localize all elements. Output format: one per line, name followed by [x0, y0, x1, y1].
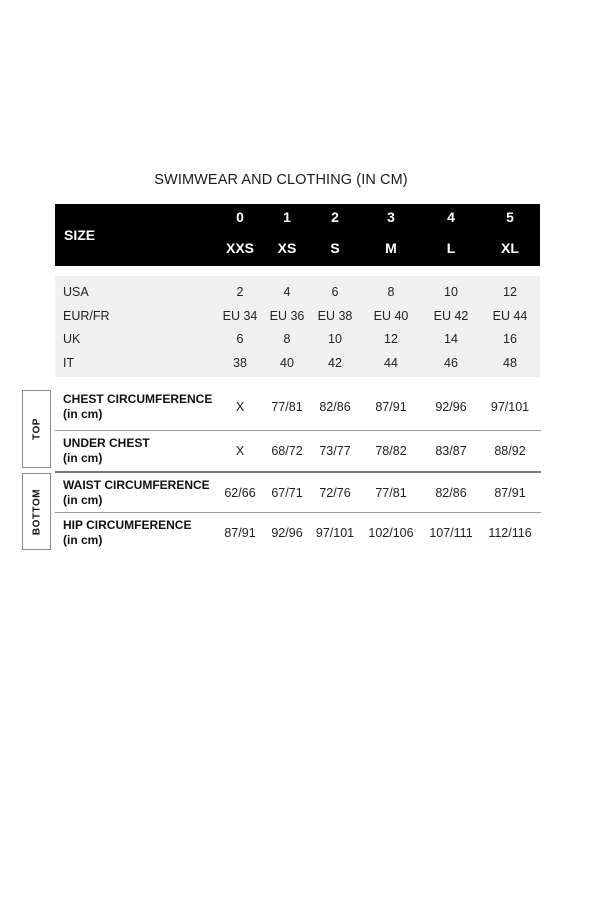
conversion-cell: 44 [384, 356, 398, 370]
measurement-cell: X [235, 444, 245, 458]
measurement-cell: 67/71 [271, 486, 303, 500]
measurement-cell: 77/81 [375, 486, 407, 500]
conversion-cell: 12 [384, 332, 398, 346]
conversion-cell: 6 [331, 285, 339, 299]
measurement-cell: 87/91 [375, 400, 407, 414]
measurement-cell: 82/86 [435, 486, 467, 500]
measurement-cell: 87/91 [224, 526, 256, 540]
size-code-2: S [330, 240, 340, 256]
measurement-cell: 87/91 [494, 486, 526, 500]
size-number-5: 5 [506, 209, 514, 225]
conversion-cell: 2 [236, 285, 244, 299]
measurement-cell: 78/82 [375, 444, 407, 458]
conversion-cell: 4 [283, 285, 291, 299]
bottom-group-box [22, 473, 51, 550]
conversion-cell: 38 [233, 356, 247, 370]
measurement-unit: (in cm) [63, 407, 103, 421]
size-number-4: 4 [447, 209, 455, 225]
measurement-name: HIP CIRCUMFERENCE [63, 518, 192, 532]
conversion-cell: 42 [328, 356, 342, 370]
top-group-box [22, 390, 51, 468]
conversion-cell: 8 [387, 285, 395, 299]
conversion-cell: EU 36 [269, 309, 305, 323]
measurement-unit: (in cm) [63, 493, 103, 507]
size-number-1: 1 [283, 209, 291, 225]
conversion-cell: EU 42 [433, 309, 469, 323]
size-code-5: XL [501, 240, 519, 256]
size-code-3: M [385, 240, 397, 256]
measurement-cell: 83/87 [435, 444, 467, 458]
measurement-name: WAIST CIRCUMFERENCE [63, 478, 210, 492]
measurement-cell: 92/96 [435, 400, 467, 414]
measurement-cell: 97/101 [490, 400, 530, 414]
measurement-cell: 68/72 [271, 444, 303, 458]
conversion-cell: 10 [328, 332, 342, 346]
conversion-cell: EU 38 [317, 309, 353, 323]
measurement-name: UNDER CHEST [63, 436, 150, 450]
measurement-cell: 102/106 [368, 526, 414, 540]
measurement-cell: 82/86 [319, 400, 351, 414]
measurement-cell: X [235, 400, 245, 414]
measurement-label-hip [63, 518, 191, 548]
conversion-label-uk: UK [63, 332, 81, 346]
page-title: SWIMWEAR AND CLOTHING (IN CM) [154, 172, 408, 188]
size-header [55, 204, 540, 266]
size-number-2: 2 [331, 209, 339, 225]
group-divider [55, 471, 541, 473]
measurement-cell: 112/116 [488, 526, 532, 540]
conversion-cell: 14 [444, 332, 458, 346]
size-label: SIZE [64, 227, 96, 243]
size-code-1: XS [277, 240, 297, 256]
row-divider [55, 512, 541, 513]
conversion-cell: 6 [236, 332, 244, 346]
measurement-label-under-chest [63, 436, 150, 466]
conversion-label-eur-fr: EUR/FR [63, 309, 110, 323]
conversion-cell: 46 [444, 356, 458, 370]
measurement-name: CHEST CIRCUMFERENCE [63, 392, 213, 406]
conversion-table [55, 276, 540, 377]
measurement-cell: 88/92 [494, 444, 526, 458]
conversion-cell: 48 [503, 356, 517, 370]
measurement-unit: (in cm) [63, 451, 103, 465]
size-code-0: XXS [225, 240, 254, 256]
measurement-cell: 77/81 [271, 400, 303, 414]
conversion-label-it: IT [63, 356, 75, 370]
conversion-cell: EU 34 [222, 309, 258, 323]
conversion-cell: 12 [503, 285, 517, 299]
row-divider [55, 430, 541, 431]
conversion-cell: 16 [503, 332, 517, 346]
top-group-label: TOP [31, 418, 42, 440]
measurement-label-waist [63, 478, 210, 508]
conversion-cell: 40 [280, 356, 294, 370]
measurement-unit: (in cm) [63, 533, 103, 547]
measurement-cell: 92/96 [271, 526, 303, 540]
size-number-3: 3 [387, 209, 395, 225]
measurement-cell: 73/77 [319, 444, 351, 458]
conversion-cell: 8 [283, 332, 291, 346]
measurement-cell: 97/101 [315, 526, 355, 540]
measurement-label-chest [63, 392, 212, 422]
measurement-cell: 107/111 [429, 526, 473, 540]
conversion-cell: 10 [444, 285, 458, 299]
conversion-cell: EU 44 [492, 309, 528, 323]
measurement-cell: 72/76 [319, 486, 351, 500]
bottom-group-label: BOTTOM [31, 488, 42, 535]
conversion-label-usa: USA [63, 285, 89, 299]
size-code-4: L [446, 240, 456, 256]
conversion-cell: EU 40 [373, 309, 409, 323]
measurement-cell: 62/66 [224, 486, 256, 500]
size-number-0: 0 [236, 209, 244, 225]
